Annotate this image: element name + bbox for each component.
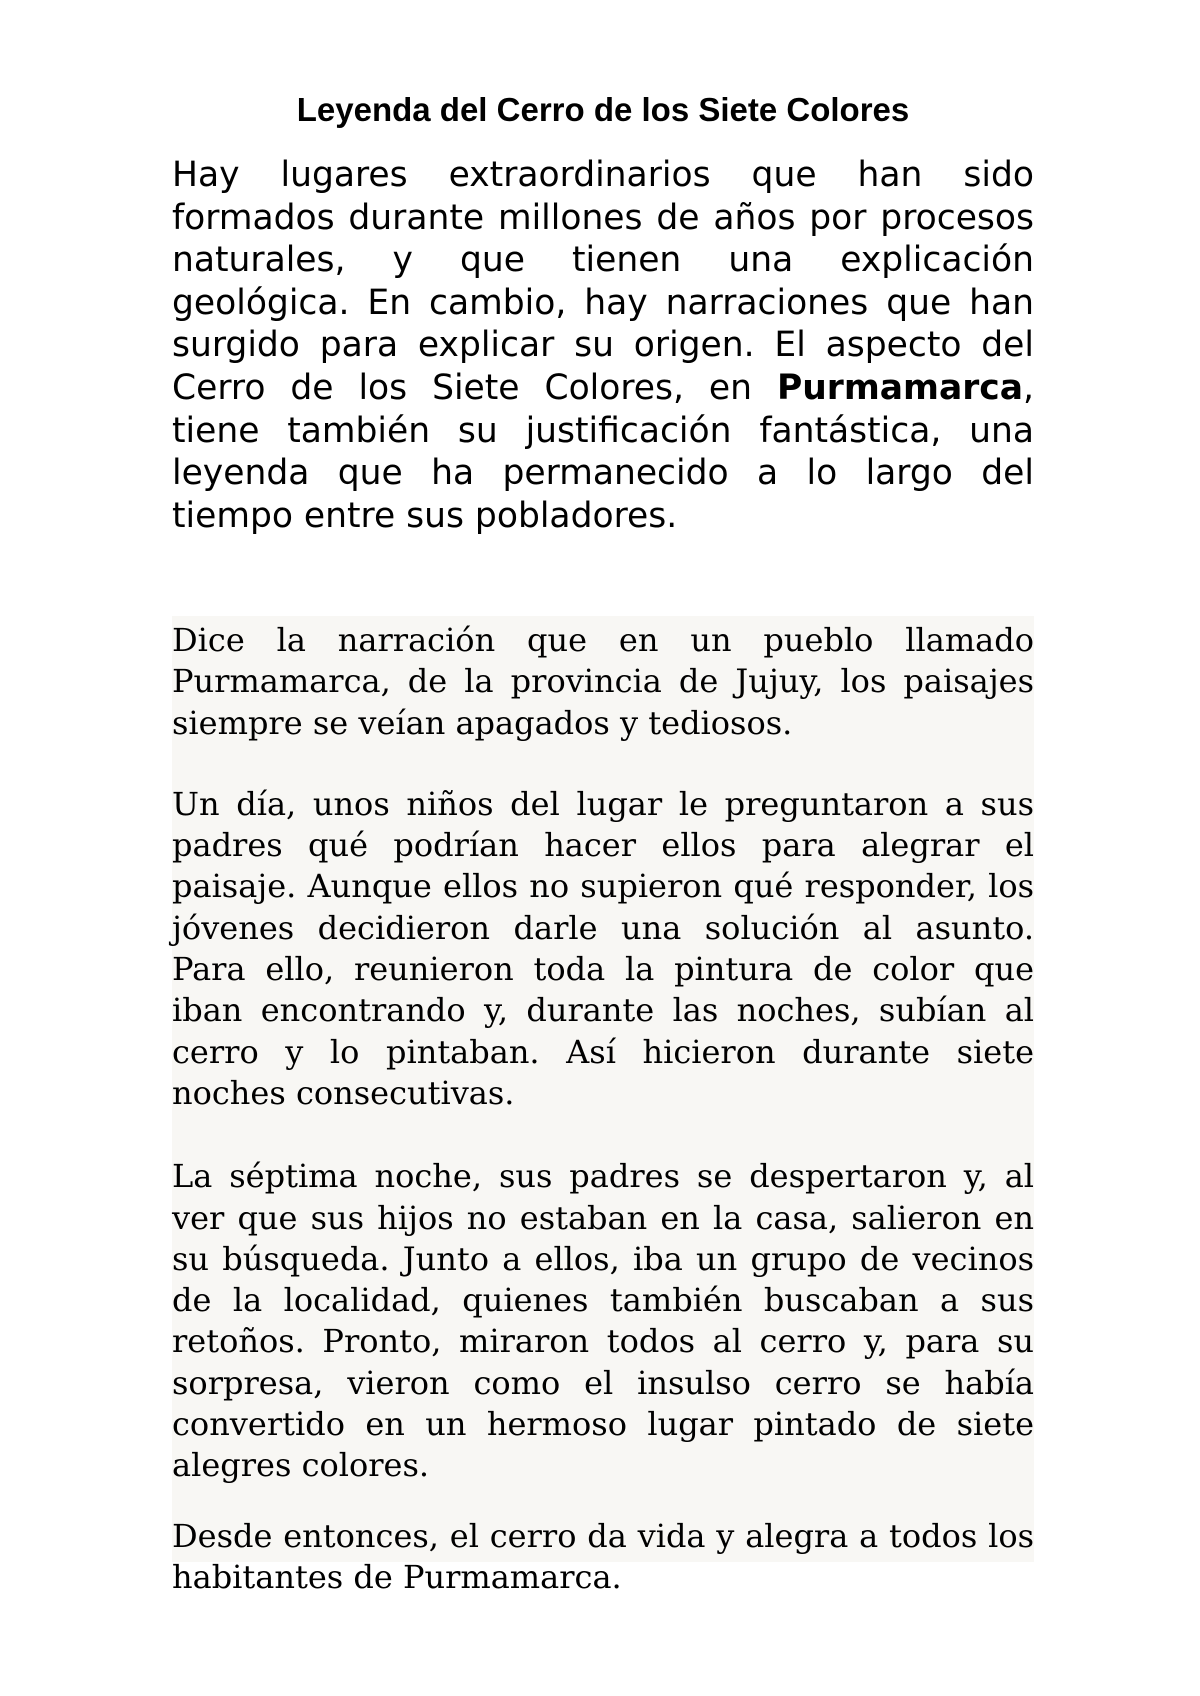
- story-paragraph-2: Un día, unos niños del lugar le preguntaron a sus padres qué podrían hacer ellos para alegrar el paisaje. Aunque ellos no supieron qué responder, los jóvenes decidieron darle una solución al asunto. Para ello, reunieron toda la pintura de color que iban encontrando y, durante las noches, subían al cerro y lo pintaban. Así hicieron durante siete noches consecutivas.: [172, 784, 1034, 1112]
- story-paragraph-3: La séptima noche, sus padres se despertaron y, al ver que sus hijos no estaban en la casa, salieron en su búsqueda. Junto a ellos, iba un grupo de vecinos de la localidad, quienes también buscaban a sus retoños. Pronto, miraron todos al cerro y, para su sorpresa, vieron como el insulso cerro se había convertido en un hermoso lugar pintado de siete alegres colores.: [172, 1157, 1034, 1485]
- story-paragraph-4: Desde entonces, el cerro da vida y alegra a todos los habitantes de Purmamarca.: [172, 1516, 1034, 1596]
- story-paragraph-1: Dice la narración que en un pueblo llamado Purmamarca, de la provincia de Jujuy, los paisajes siempre se veían apagados y tediosos.: [172, 621, 1034, 742]
- intro-text-end: , tiene también su justificación fantástica, una leyenda que ha permanecido a lo largo del tiempo entre sus pobladores.: [172, 367, 1034, 536]
- story-block: [172, 616, 1034, 1596]
- intro-place-name: Purmamarca: [776, 367, 1024, 408]
- intro-text-start: Hay lugares extraordinarios que han sido formados durante millones de años por procesos naturales, y que tienen una explicación geológica. En cambio, hay narraciones que han surgido para explicar su origen. El aspecto del Cerro de los Siete Colores, en: [172, 155, 1034, 408]
- intro-paragraph: [172, 154, 1034, 537]
- document-title: Leyenda del Cerro de los Siete Colores: [296, 91, 910, 128]
